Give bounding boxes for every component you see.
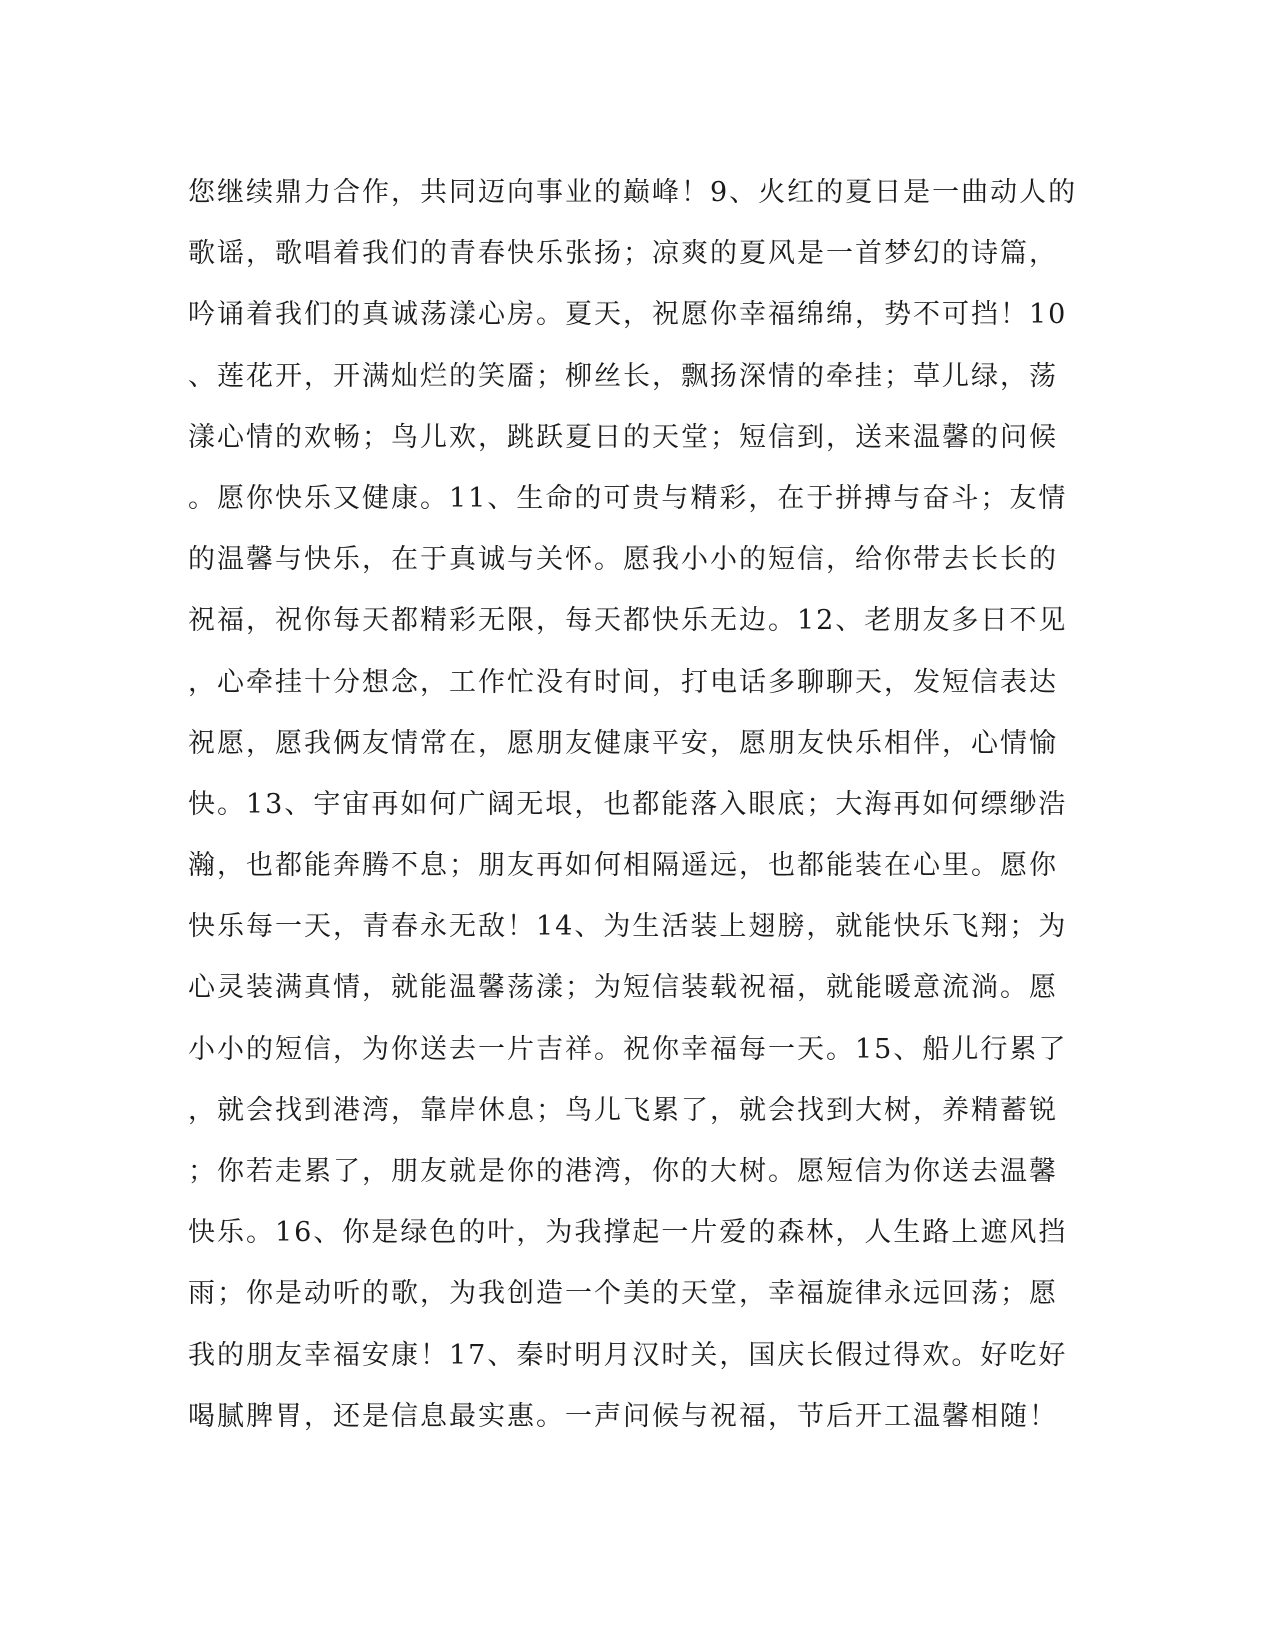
text-line: 您继续鼎力合作，共同迈向事业的巅峰！9、火红的夏日是一曲动人的: [188, 177, 1078, 208]
text-line: 漾心情的欢畅；鸟儿欢，跳跃夏日的天堂；短信到，送来温馨的问候: [188, 421, 1058, 453]
text-line: 瀚，也都能奔腾不息；朋友再如何相隔遥远，也都能装在心里。愿你: [188, 850, 1058, 882]
text-line: 小小的短信，为你送去一片吉祥。祝你幸福每一天。15、船儿行累了: [188, 1033, 1068, 1065]
text-line: 雨；你是动听的歌，为我创造一个美的天堂，幸福旋律永远回荡；愿: [188, 1278, 1058, 1310]
text-line: 吟诵着我们的真诚荡漾心房。夏天，祝愿你幸福绵绵，势不可挡！10: [188, 299, 1068, 331]
text-line: 、莲花开，开满灿烂的笑靥；柳丝长，飘扬深情的牵挂；草儿绿，荡: [188, 360, 1058, 392]
text-line: 我的朋友幸福安康！17、秦时明月汉时关，国庆长假过得欢。好吃好: [188, 1339, 1068, 1371]
text-line: 。愿你快乐又健康。11、生命的可贵与精彩，在于拼搏与奋斗；友情: [188, 482, 1068, 514]
body-text: [188, 162, 1078, 1447]
text-line: 快。13、宇宙再如何广阔无垠，也都能落入眼底；大海再如何缥缈浩: [188, 788, 1068, 820]
text-line: 快乐每一天，青春永无敌！14、为生活装上翅膀，就能快乐飞翔；为: [188, 911, 1068, 943]
text-line: 祝愿，愿我俩友情常在，愿朋友健康平安，愿朋友快乐相伴，心情愉: [188, 727, 1058, 759]
text-line: 喝腻脾胃，还是信息最实惠。一声问候与祝福，节后开工温馨相随！: [188, 1400, 1058, 1432]
text-line: 祝福，祝你每天都精彩无限，每天都快乐无边。12、老朋友多日不见: [188, 605, 1068, 637]
text-line: ；你若走累了，朋友就是你的港湾，你的大树。愿短信为你送去温馨: [188, 1156, 1058, 1187]
text-line: ，就会找到港湾，靠岸休息；鸟儿飞累了，就会找到大树，养精蓄锐: [188, 1094, 1058, 1126]
text-line: 歌谣，歌唱着我们的青春快乐张扬；凉爽的夏风是一首梦幻的诗篇，: [188, 238, 1058, 270]
text-line: 的温馨与快乐，在于真诚与关怀。愿我小小的短信，给你带去长长的: [188, 544, 1058, 576]
text-line: 心灵装满真情，就能温馨荡漾；为短信装载祝福，就能暖意流淌。愿: [188, 972, 1058, 1004]
text-line: 快乐。16、你是绿色的叶，为我撑起一片爱的森林，人生路上遮风挡: [188, 1217, 1068, 1249]
text-line: ，心牵挂十分想念，工作忙没有时间，打电话多聊聊天，发短信表达: [188, 666, 1058, 698]
